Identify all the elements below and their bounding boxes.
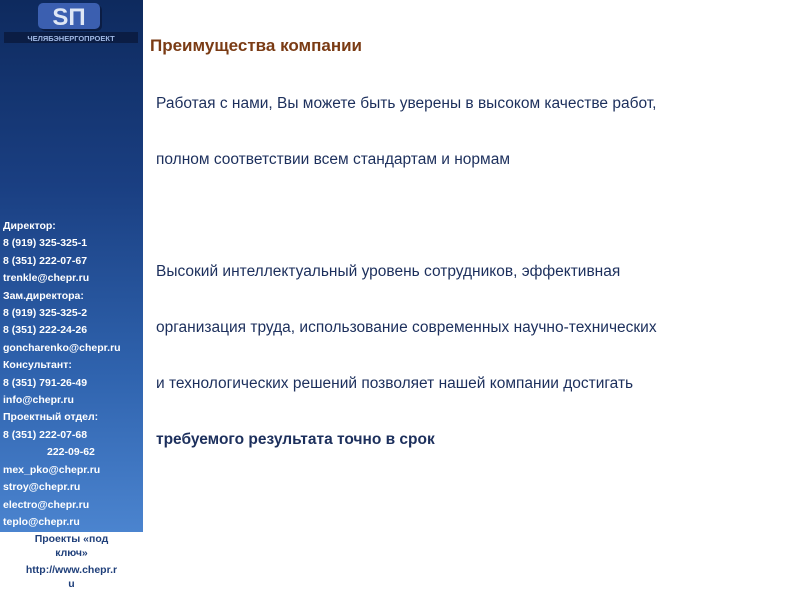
footer-slogan-line-1: Проекты «под	[34, 533, 109, 545]
paragraph-2-line-2: организация труда, использование современных научно-технических	[156, 319, 657, 336]
paragraph-2-line-3: и технологических решений позволяет нашей компании достигать	[156, 375, 634, 392]
footer-website-link[interactable]: http://www.chepr.r	[25, 564, 118, 576]
contact-consultant-email[interactable]: info@chepr.ru	[3, 394, 74, 407]
logo-monogram: SП	[52, 4, 86, 31]
advantages-paragraph-2	[156, 244, 786, 468]
contact-consultant-label: Консультант:	[3, 359, 72, 372]
contact-design-dept-email-electro[interactable]: electro@chepr.ru	[3, 498, 90, 511]
sidebar	[0, 0, 143, 532]
sidebar-footer	[0, 532, 143, 591]
contact-design-dept-email-mex[interactable]: mex_pko@chepr.ru	[3, 463, 101, 476]
logo-tagline: ЧЕЛЯБЭНЕРГОПРОЕКТ	[27, 34, 115, 43]
contact-director-phone-1: 8 (919) 325-325-1	[3, 237, 88, 250]
paragraph-2-line-1: Высокий интеллектуальный уровень сотрудников, эффективная	[156, 263, 621, 280]
paragraph-1-line-2: полном соответствии всем стандартам и нормам	[156, 151, 510, 168]
footer-slogan-line-2: ключ»	[55, 547, 88, 559]
footer-website-link-tail[interactable]: u	[68, 578, 75, 590]
contact-design-dept-phone-1: 8 (351) 222-07-68	[3, 428, 88, 441]
contact-design-dept-email-stroy[interactable]: stroy@chepr.ru	[3, 481, 81, 494]
contact-deputy-phone-1: 8 (919) 325-325-2	[3, 307, 88, 320]
paragraph-2-emphasis: требуемого результата точно в срок	[156, 431, 435, 448]
contact-consultant-phone: 8 (351) 791-26-49	[3, 376, 88, 389]
contact-director-label: Директор:	[3, 220, 56, 232]
contact-design-dept-email-teplo[interactable]: teplo@chepr.ru	[3, 515, 80, 528]
contact-deputy-phone-2: 8 (351) 222-24-26	[3, 324, 88, 337]
page-title: Преимущества компании	[150, 36, 362, 55]
contact-design-dept-label: Проектный отдел:	[3, 411, 99, 424]
logo-graphic	[2, 2, 140, 46]
contact-deputy-email[interactable]: goncharenko@chepr.ru	[3, 341, 121, 354]
contact-design-dept-phone-2: 222-09-62	[47, 446, 95, 459]
contact-deputy-label: Зам.директора:	[3, 289, 84, 302]
contact-director-email[interactable]: trenkle@chepr.ru	[3, 272, 90, 285]
paragraph-1-line-1: Работая с нами, Вы можете быть уверены в высоком качестве работ,	[156, 95, 657, 112]
contacts-list	[3, 218, 143, 531]
company-logo	[2, 2, 140, 46]
advantages-paragraph-1	[156, 76, 786, 188]
contact-director-phone-2: 8 (351) 222-07-67	[3, 254, 88, 267]
